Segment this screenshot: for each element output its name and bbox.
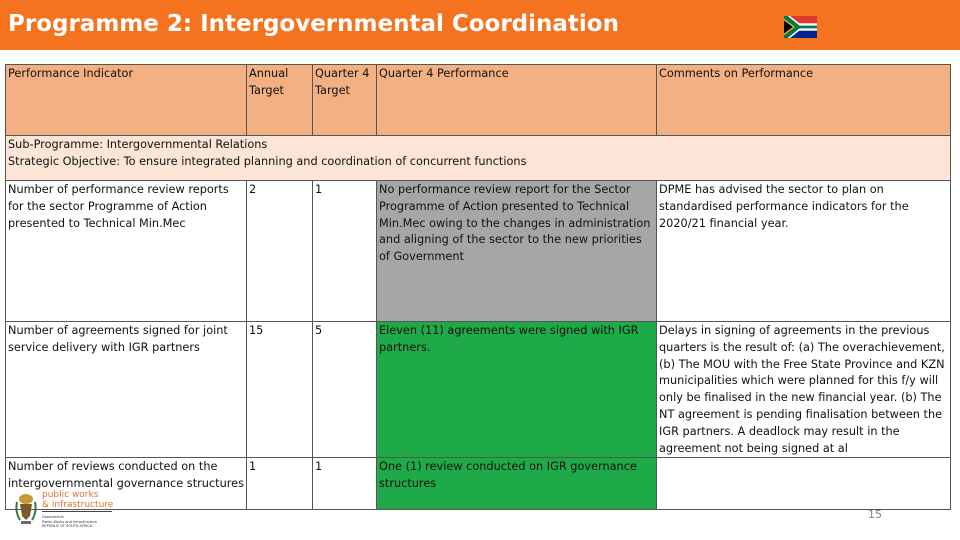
row-comments — [657, 458, 951, 510]
row-comments: DPME has advised the sector to plan on standardised performance indicators for the 2020/21 financial year. — [657, 181, 951, 322]
subprogramme-row — [6, 136, 951, 181]
table-row — [6, 181, 951, 322]
header-q4-target: Quarter 4 Target — [313, 65, 377, 136]
page-number: 15 — [868, 508, 882, 521]
subprogramme-cell — [6, 136, 951, 181]
logo-small2: Public Works and Infrastructure — [42, 519, 97, 524]
header-indicator: Performance Indicator — [6, 65, 247, 136]
row-indicator: Number of reviews conducted on the intergovernmental governance structures — [6, 458, 247, 510]
slide-title: Programme 2: Intergovernmental Coordination — [8, 11, 619, 37]
logo-line2: & infrastructure — [42, 500, 114, 510]
logo-small1: Department: — [42, 515, 65, 519]
row-q4-performance: One (1) review conducted on IGR governance structures — [377, 458, 657, 510]
header-comments: Comments on Performance — [657, 65, 951, 136]
performance-table — [5, 64, 951, 510]
row-indicator: Number of performance review reports for the sector Programme of Action presented to Technical Min.Mec — [6, 181, 247, 322]
row-annual-target: 15 — [247, 322, 313, 458]
row-q4-target: 1 — [313, 181, 377, 322]
title-bar — [0, 0, 960, 50]
department-logo — [12, 488, 112, 532]
logo-line1: public works — [42, 490, 99, 500]
row-indicator: Number of agreements signed for joint service delivery with IGR partners — [6, 322, 247, 458]
row-q4-target: 1 — [313, 458, 377, 510]
table-row — [6, 322, 951, 458]
table-header-row — [6, 65, 951, 136]
coat-of-arms-icon — [14, 490, 38, 526]
logo-divider — [42, 511, 112, 512]
row-q4-target: 5 — [313, 322, 377, 458]
header-q4-performance: Quarter 4 Performance — [377, 65, 657, 136]
row-comments: Delays in signing of agreements in the previous quarters is the result of: (a) The overachievement, (b) The MOU with the Free State Province and KZN municipalities which were planned for this f/y will only be finalised in the new financial year. (b) The NT agreement is pending finalisation between the IGR partners. A deadlock may result in the agreement not being signed at al — [657, 322, 951, 458]
row-q4-performance: No performance review report for the Sector Programme of Action presented to Technical Min.Mec owing to the changes in administration and aligning of the sector to the new priorities of Government — [377, 181, 657, 322]
south-africa-flag-icon — [784, 16, 817, 38]
row-annual-target: 1 — [247, 458, 313, 510]
table-row — [6, 458, 951, 510]
logo-small3: REPUBLIC OF SOUTH AFRICA — [42, 524, 93, 528]
row-annual-target: 2 — [247, 181, 313, 322]
strategic-objective: Strategic Objective: To ensure integrated planning and coordination of concurrent functions — [8, 154, 527, 168]
subprogramme-name: Sub-Programme: Intergovernmental Relations — [8, 138, 268, 151]
row-q4-performance: Eleven (11) agreements were signed with IGR partners. — [377, 322, 657, 458]
header-annual-target: Annual Target — [247, 65, 313, 136]
